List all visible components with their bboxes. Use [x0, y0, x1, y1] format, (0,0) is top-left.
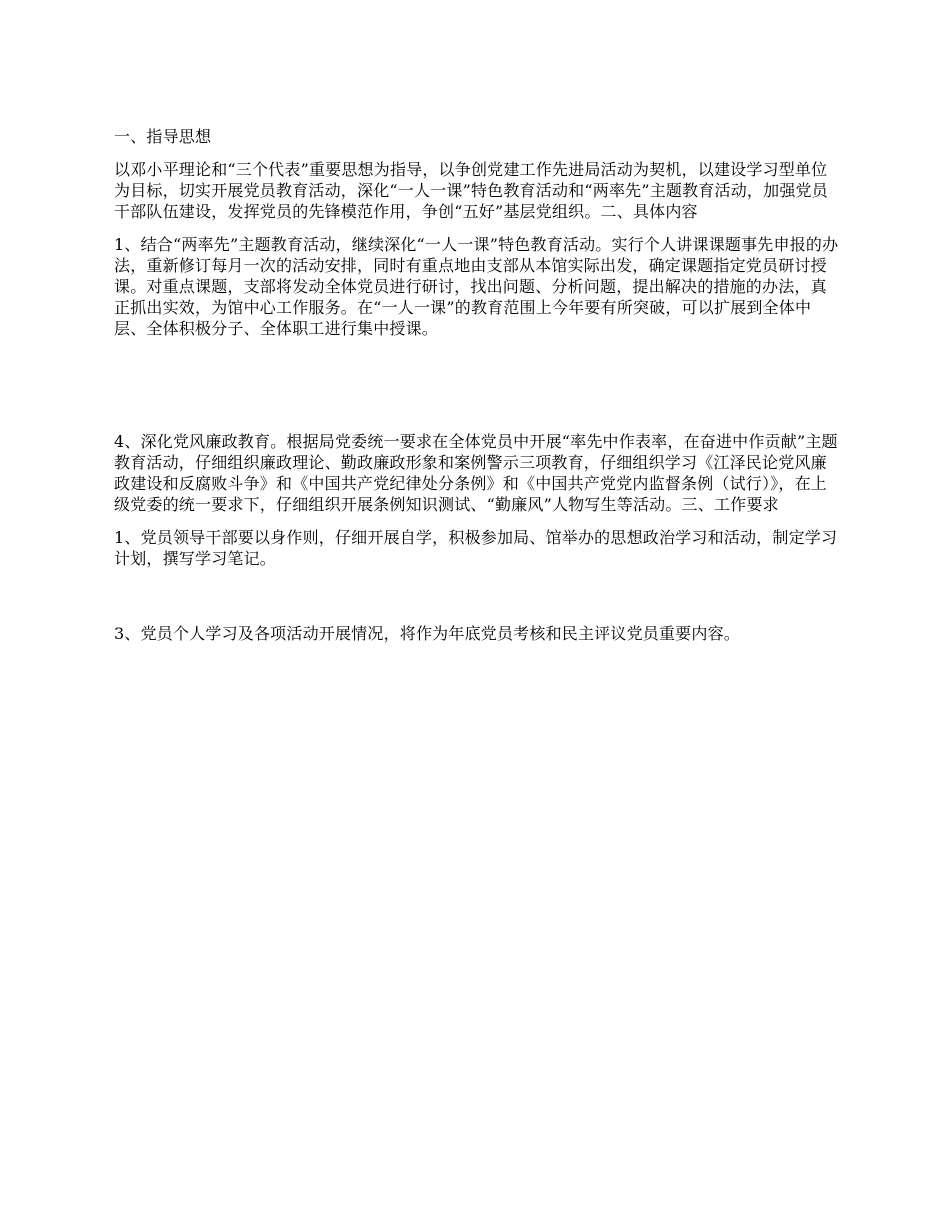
document-body	[114, 126, 842, 644]
section-heading-guiding-thought: 一、指导思想	[114, 127, 212, 146]
paragraph-item-1: 1、结合“两率先”主题教育活动，继续深化“一人一课”特色教育活动。实行个人讲课课题事先申报的办法，重新修订每月一次的活动安排，同时有重点地由支部从本馆实际出发，确定课题指定党员研讨授课。对重点课题，支部将发动全体党员进行研讨，找出问题、分析问题，提出解决的措施的办法，真正抓出实效，为馆中心工作服务。在“一人一课”的教育范围上今年要有所突破，可以扩展到全体中层、全体积极分子、全体职工进行集中授课。	[114, 235, 839, 338]
paragraph-guiding-thought: 以邓小平理论和“三个代表”重要思想为指导，以争创党建工作先进局活动为契机，以建设学习型单位为目标，切实开展党员教育活动，深化“一人一课”特色教育活动和“两率先”主题教育活动，加强党员干部队伍建设，发挥党员的先锋模范作用，争创“五好”基层党组织。二、具体内容	[114, 160, 828, 221]
paragraph-requirement-1: 1、党员领导干部要以身作则，仔细开展自学，积极参加局、馆举办的思想政治学习和活动，制定学习计划，撰写学习笔记。	[114, 528, 838, 568]
paragraph-requirement-3: 3、党员个人学习及各项活动开展情况，将作为年底党员考核和民主评议党员重要内容。	[114, 624, 740, 643]
paragraph-item-4: 4、深化党风廉政教育。根据局党委统一要求在全体党员中开展“率先中作表率，在奋进中作贡献”主题教育活动，仔细组织廉政理论、勤政廉政形象和案例警示三项教育，仔细组织学习《江泽民论党风廉政建设和反腐败斗争》和《中国共产党纪律处分条例》和《中国共产党党内监督条例（试行）》，在上级党委的统一要求下，仔细组织开展条例知识测试、“勤廉风”人物写生等活动。三、工作要求	[114, 432, 838, 514]
